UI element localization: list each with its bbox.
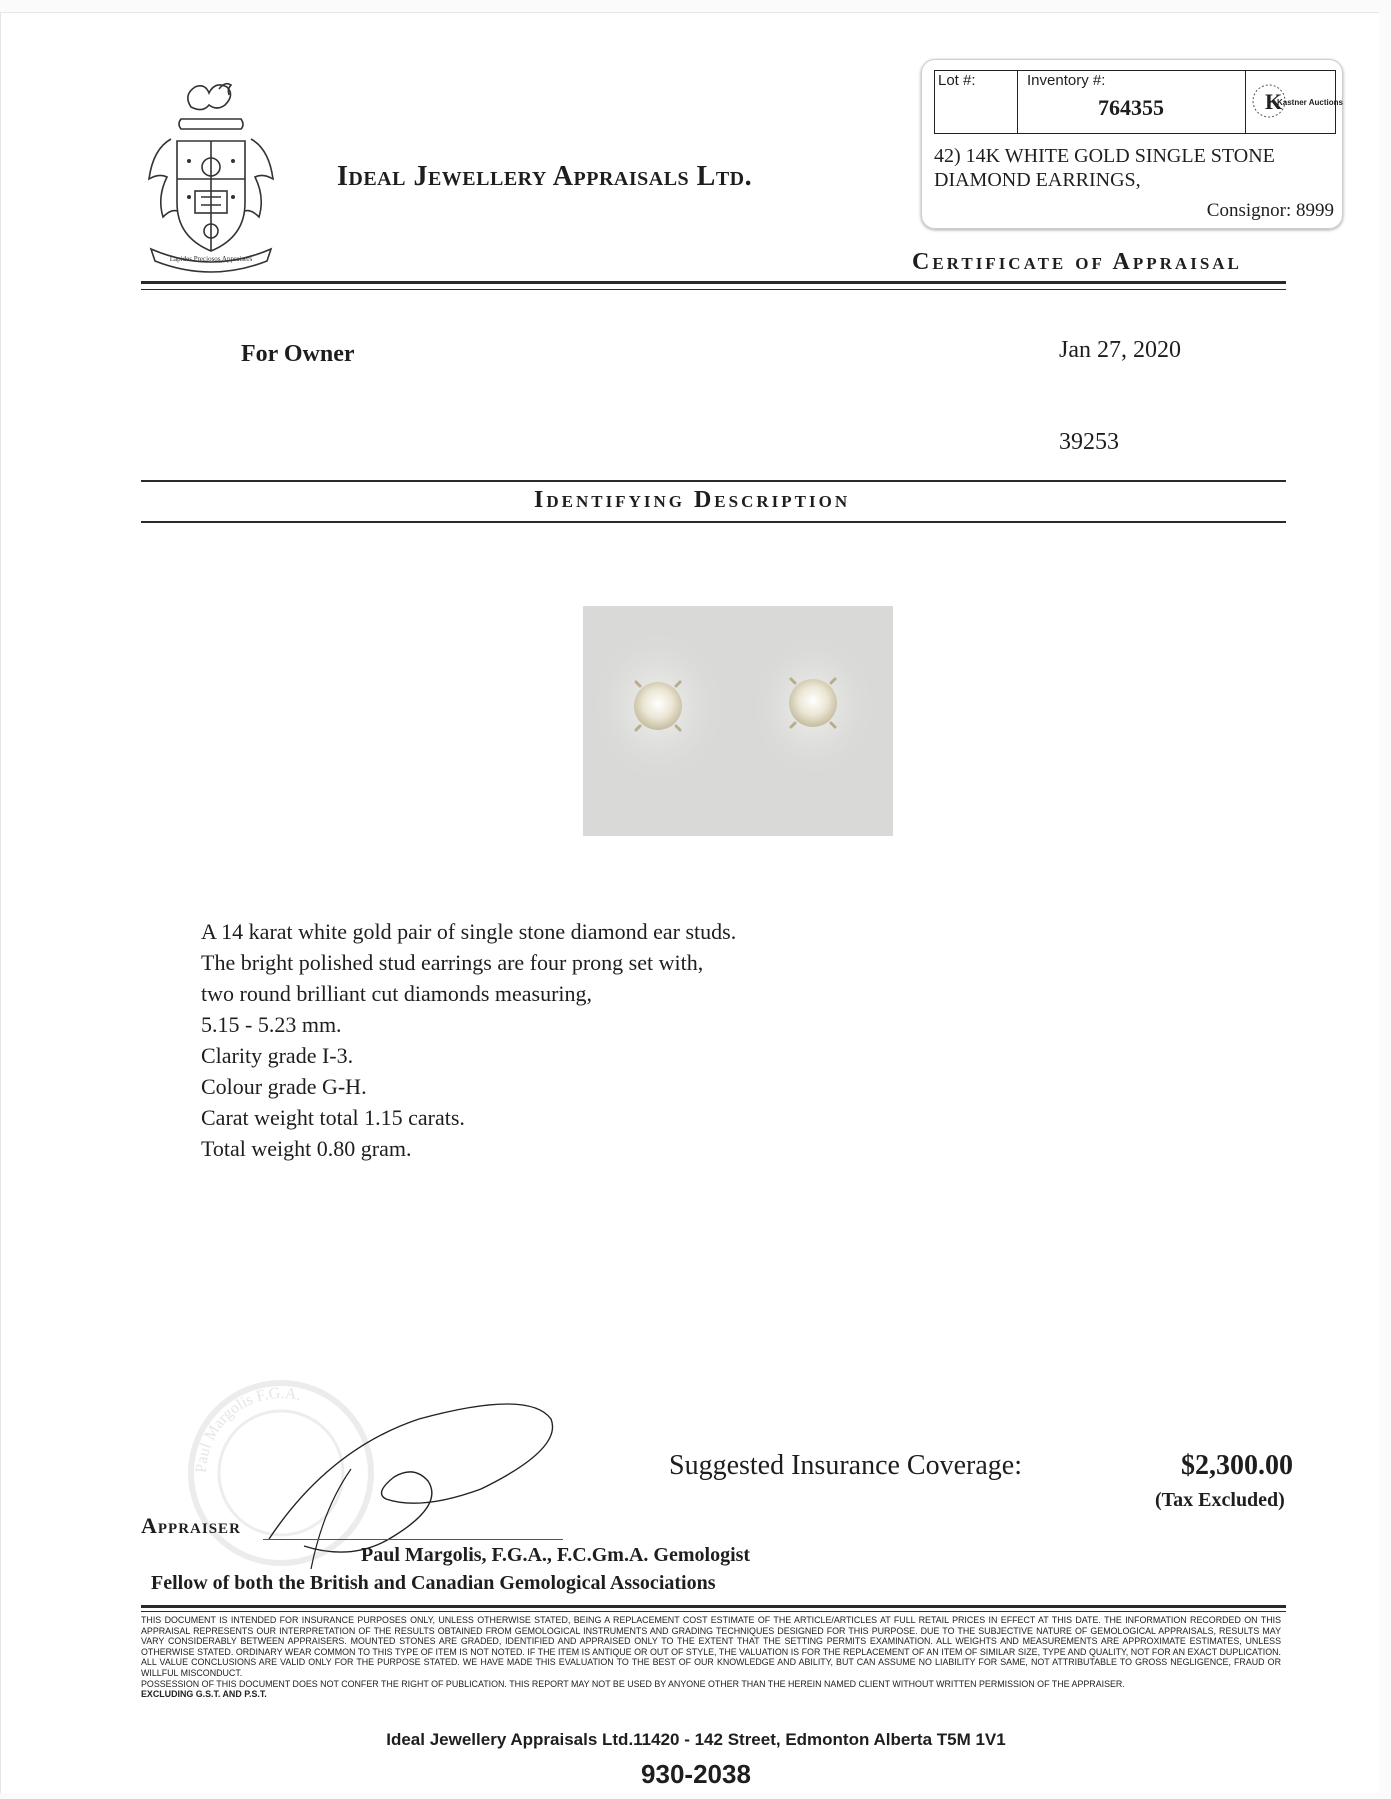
appraiser-label: Appraiser bbox=[141, 1513, 241, 1538]
disclaimer-publication: POSSESSION OF THIS DOCUMENT DOES NOT CONFER THE RIGHT OF PUBLICATION. THIS REPORT MAY NOT BE USED BY ANYONE OTHER THAN THE HEREIN NAMED CLIENT WITHOUT WRITTEN PERMISSION OF THE APPRAISER. bbox=[141, 1678, 1125, 1689]
disclaimer-rule-thin bbox=[141, 1611, 1286, 1612]
inventory-number: 764355 bbox=[1098, 95, 1164, 120]
logo-text: Kastner Auctions bbox=[1277, 98, 1343, 107]
lot-cell bbox=[935, 71, 1018, 133]
description-line: Total weight 0.80 gram. bbox=[201, 1136, 412, 1161]
lot-description-line2: DIAMOND EARRINGS, bbox=[934, 169, 1141, 191]
lot-tag-grid bbox=[934, 70, 1343, 134]
lot-label: Lot #: bbox=[938, 72, 976, 89]
section-rule-bottom bbox=[141, 521, 1286, 523]
seal-text: Paul Margolis F.G.A. bbox=[192, 1384, 303, 1474]
disclaimer-rule-thick bbox=[141, 1605, 1286, 1608]
description-line: two round brilliant cut diamonds measuring, bbox=[201, 981, 593, 1006]
footer-phone: 930-2038 bbox=[641, 1759, 751, 1789]
kastner-logo-icon bbox=[1247, 75, 1343, 129]
inventory-cell bbox=[1017, 71, 1246, 133]
appraiser-name: Paul Margolis, F.G.A., F.C.Gm.A. Gemologist bbox=[361, 1544, 751, 1566]
appraisal-number: 39253 bbox=[1059, 429, 1119, 455]
inventory-label: Inventory #: bbox=[1027, 72, 1106, 89]
signature-line bbox=[263, 1539, 563, 1540]
insurance-label: Suggested Insurance Coverage: bbox=[669, 1450, 1022, 1481]
certificate-page bbox=[0, 12, 1379, 1793]
disclaimer-tax: EXCLUDING G.S.T. AND P.S.T. bbox=[141, 1689, 267, 1700]
description-line: 5.15 - 5.23 mm. bbox=[201, 1012, 342, 1037]
svg-text:K: K bbox=[1265, 89, 1283, 114]
lot-description bbox=[934, 144, 1275, 192]
description-line: Carat weight total 1.15 carats. bbox=[201, 1105, 465, 1130]
lot-tag bbox=[921, 59, 1343, 229]
lot-description-line1: 42) 14K WHITE GOLD SINGLE STONE bbox=[934, 145, 1275, 167]
description-line: The bright polished stud earrings are four prong set with, bbox=[201, 950, 704, 975]
tax-note: (Tax Excluded) bbox=[1155, 1489, 1285, 1511]
diamond-earrings-image bbox=[583, 606, 893, 836]
appraisal-date: Jan 27, 2020 bbox=[1059, 337, 1181, 363]
kastner-auctions-logo bbox=[1247, 75, 1343, 129]
coat-of-arms-crest-icon bbox=[141, 79, 281, 277]
description-line: Colour grade G-H. bbox=[201, 1074, 367, 1099]
company-name: Ideal Jewellery Appraisals Ltd. bbox=[337, 161, 753, 192]
section-title: Identifying Description bbox=[534, 487, 851, 513]
section-rule-top bbox=[141, 480, 1286, 482]
disclaimer bbox=[141, 1615, 1281, 1700]
consignor: Consignor: 8999 bbox=[1206, 200, 1334, 221]
earrings-photo bbox=[583, 606, 893, 836]
description-line: A 14 karat white gold pair of single stone diamond ear studs. bbox=[201, 919, 737, 944]
insurance-value: $2,300.00 bbox=[1181, 1450, 1293, 1481]
item-description bbox=[201, 916, 736, 1164]
disclaimer-text: THIS DOCUMENT IS INTENDED FOR INSURANCE PURPOSES ONLY, UNLESS OTHERWISE STATED, BEING A REPLACEMENT COST ESTIMATE OF THE ARTICLE/ARTICLES AT FULL RETAIL PRICES IN EFFECT AT THIS DATE. THE INFORMATION RECORDED ON THIS APPRAISAL REPRESENTS OUR INTERPRETATION OF THE RESULTS OBTAINED FROM GEMOLOGICAL INSTRUMENTS AND GRADING TECHNIQUES DESIGNED FOR THIS PURPOSE. DUE TO THE SUBJECTIVE NATURE OF GEMOLOGICAL APPRAISALS, RESULTS MAY VARY CONSIDERABLY BETWEEN APPRAISERS. MOUNTED STONES ARE GRADED, IDENTIFIED AND APPRAISED ONLY TO THE EXTENT THAT THE SETTING PERMITS EXAMINATION. ALL WEIGHTS AND MEASUREMENTS ARE APPROXIMATE ESTIMATES, UNLESS OTHERWISE STATED. ORDINARY WEAR COMMON TO THIS TYPE OF ITEM IS NOT NOTED. IF THE ITEM IS ANTIQUE OR OUT OF STYLE, THE VALUATION IS FOR THE REPLACEMENT OF AN ITEM OF SIMILAR SIZE, TYPE AND QUALITY, NOT FOR AN EXACT DUPLICATION. ALL VALUE CONCLUSIONS ARE VALID ONLY FOR THE PURPOSE STATED. WE HAVE MADE THIS EVALUATION TO THE BEST OF OUR KNOWLEDGE AND ABILITY, BUT CAN ASSUME NO LIABILITY FOR SAME, NOT ATTRIBUTABLE TO GROSS NEGLIGENCE, FRAUD OR WILLFUL MISCONDUCT. bbox=[141, 1615, 1281, 1678]
description-line: Clarity grade I-3. bbox=[201, 1043, 354, 1068]
crest-motto: Lapides Preciosos Appraisers bbox=[169, 255, 253, 263]
appraiser-fellowship: Fellow of both the British and Canadian Gemological Associations bbox=[151, 1572, 716, 1594]
header-rule-thin bbox=[141, 289, 1286, 290]
certificate-title: Certificate of Appraisal bbox=[912, 249, 1242, 275]
footer-address: Ideal Jewellery Appraisals Ltd.11420 - 142 Street, Edmonton Alberta T5M 1V1 bbox=[386, 1730, 1006, 1749]
header-rule-thick bbox=[141, 281, 1286, 284]
owner-label: For Owner bbox=[241, 341, 355, 367]
